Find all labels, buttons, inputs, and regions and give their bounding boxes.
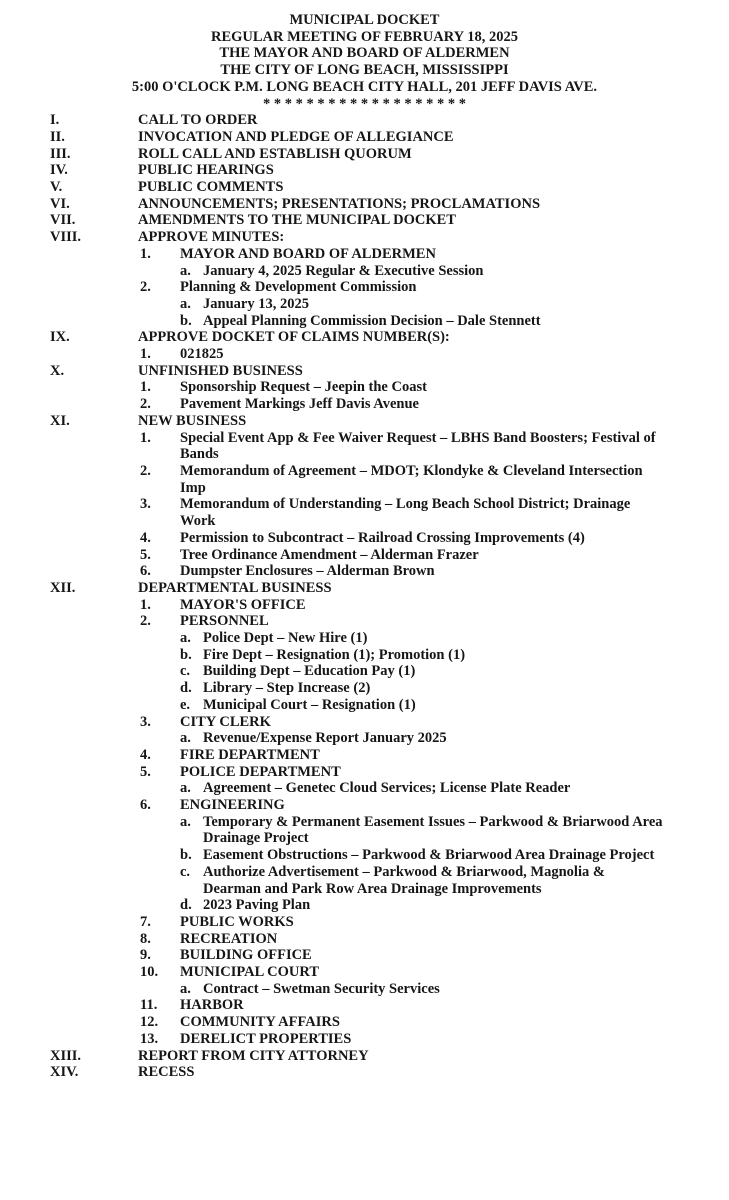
item-text: Appeal Planning Commission Decision – Dale Stennett: [203, 312, 541, 329]
item-text: FIRE DEPARTMENT: [180, 746, 320, 763]
item-number: a.: [180, 295, 191, 312]
agenda-subitem-row: [180, 981, 665, 998]
item-text: PUBLIC HEARINGS: [138, 162, 274, 179]
item-text: ROLL CALL AND ESTABLISH QUORUM: [138, 145, 412, 162]
item-text: Permission to Subcontract – Railroad Crossing Improvements (4): [180, 529, 585, 546]
item-text: Memorandum of Agreement – MDOT; Klondyke & Cleveland Intersection Imp: [180, 462, 643, 496]
agenda-subitem-row: [180, 663, 665, 680]
agenda-subitem-row: [180, 697, 665, 714]
item-number: 5.: [140, 763, 151, 780]
item-text: Dumpster Enclosures – Alderman Brown: [180, 563, 435, 580]
item-text: Authorize Advertisement – Parkwood & Briarwood, Magnolia & Dearman and Park Row Area Drainage Improvements: [203, 863, 605, 897]
item-text: APPROVE MINUTES:: [138, 229, 285, 246]
agenda-subitem-row: [180, 680, 665, 697]
agenda-section-row: [50, 129, 665, 146]
agenda-item-row: [140, 747, 665, 764]
item-number: e.: [180, 696, 191, 713]
agenda-subitem-row: [180, 647, 665, 664]
doc-title: MUNICIPAL DOCKET: [289, 12, 440, 28]
item-number: 2.: [140, 396, 151, 413]
item-text: Tree Ordinance Amendment – Alderman Frazer: [180, 546, 479, 563]
item-number: 6.: [140, 797, 151, 814]
item-number: X.: [50, 362, 65, 379]
agenda-item-row: [140, 947, 665, 964]
agenda-subitem-row: [180, 897, 665, 914]
agenda-item-row: [140, 914, 665, 931]
agenda-section-row: [50, 1048, 665, 1065]
item-number: 9.: [140, 947, 151, 964]
agenda-item-row: [140, 597, 665, 614]
item-text: Municipal Court – Resignation (1): [203, 696, 416, 713]
item-text: MUNICIPAL COURT: [180, 964, 319, 981]
item-text: HARBOR: [180, 997, 244, 1014]
item-number: d.: [180, 897, 192, 914]
item-number: 1.: [140, 346, 151, 363]
item-text: BUILDING OFFICE: [180, 947, 312, 964]
agenda-item-row: [140, 346, 665, 363]
asterisk-separator: * * * * * * * * * * * * * * * * * * *: [263, 95, 466, 112]
agenda-list: [0, 112, 729, 1081]
item-text: Temporary & Permanent Easement Issues – Parkwood & Briarwood Area Drainage Project: [203, 813, 663, 847]
agenda-item-row: [140, 463, 665, 496]
agenda-section-row: [50, 146, 665, 163]
item-text: Pavement Markings Jeff Davis Avenue: [180, 396, 419, 413]
item-number: 1.: [140, 429, 151, 446]
item-number: a.: [180, 730, 191, 747]
item-number: 5.: [140, 546, 151, 563]
item-number: a.: [180, 780, 191, 797]
item-text: Memorandum of Understanding – Long Beach School District; Drainage Work: [180, 496, 631, 530]
item-text: AMENDMENTS TO THE MUNICIPAL DOCKET: [138, 212, 456, 229]
agenda-item-row: [140, 530, 665, 547]
board-line: THE MAYOR AND BOARD OF ALDERMEN: [219, 45, 510, 62]
item-text: January 13, 2025: [203, 295, 309, 312]
item-text: Police Dept – New Hire (1): [203, 630, 368, 647]
agenda-section-row: [50, 212, 665, 229]
item-number: c.: [180, 663, 191, 680]
item-text: CITY CLERK: [180, 713, 271, 730]
agenda-item-row: [140, 1031, 665, 1048]
agenda-subitem-row: [180, 263, 665, 280]
item-text: Building Dept – Education Pay (1): [203, 663, 416, 680]
item-text: Sponsorship Request – Jeepin the Coast: [180, 379, 427, 396]
agenda-section-row: [50, 196, 665, 213]
agenda-section-row: [50, 162, 665, 179]
agenda-item-row: [140, 964, 665, 981]
item-text: ANNOUNCEMENTS; PRESENTATIONS; PROCLAMATIONS: [138, 195, 541, 212]
item-text: DEPARTMENTAL BUSINESS: [138, 579, 332, 596]
item-number: 1.: [140, 596, 151, 613]
item-number: b.: [180, 312, 192, 329]
item-number: a.: [180, 630, 191, 647]
agenda-section-row: [50, 112, 665, 129]
item-number: 6.: [140, 563, 151, 580]
item-number: V.: [50, 179, 63, 196]
agenda-item-row: [140, 547, 665, 564]
item-text: APPROVE DOCKET OF CLAIMS NUMBER(S):: [138, 329, 450, 346]
meeting-date-line: REGULAR MEETING OF FEBRUARY 18, 2025: [211, 28, 518, 45]
agenda-item-row: [140, 931, 665, 948]
agenda-item-row: [140, 563, 665, 580]
item-number: VIII.: [50, 229, 82, 246]
item-number: 7.: [140, 913, 151, 930]
agenda-item-row: [140, 430, 665, 463]
time-location-line: 5:00 O'CLOCK P.M. LONG BEACH CITY HALL, 201 JEFF DAVIS AVE.: [131, 78, 598, 95]
agenda-section-row: [50, 179, 665, 196]
item-number: 1.: [140, 245, 151, 262]
item-text: REPORT FROM CITY ATTORNEY: [138, 1047, 369, 1064]
item-number: IX.: [50, 329, 70, 346]
agenda-section-row: [50, 413, 665, 430]
item-number: 4.: [140, 746, 151, 763]
agenda-section-row: [50, 329, 665, 346]
agenda-subitem-row: [180, 630, 665, 647]
item-text: RECREATION: [180, 930, 278, 947]
item-number: XIII.: [50, 1047, 82, 1064]
item-text: INVOCATION AND PLEDGE OF ALLEGIANCE: [138, 128, 454, 145]
agenda-subitem-row: [180, 313, 665, 330]
item-text: NEW BUSINESS: [138, 412, 247, 429]
item-number: 8.: [140, 930, 151, 947]
item-number: d.: [180, 680, 192, 697]
agenda-item-row: [140, 279, 665, 296]
item-text: RECESS: [138, 1064, 195, 1081]
item-text: UNFINISHED BUSINESS: [138, 362, 303, 379]
item-text: PERSONNEL: [180, 613, 269, 630]
item-text: ENGINEERING: [180, 797, 285, 814]
item-number: XII.: [50, 579, 76, 596]
item-number: 10.: [140, 964, 159, 981]
item-number: 12.: [140, 1014, 159, 1031]
agenda-subitem-row: [180, 814, 665, 847]
item-number: 2.: [140, 279, 151, 296]
item-text: Special Event App & Fee Waiver Request – LBHS Band Boosters; Festival of Bands: [180, 429, 656, 463]
agenda-section-row: [50, 1064, 665, 1081]
item-text: Contract – Swetman Security Services: [203, 980, 440, 997]
agenda-item-row: [140, 797, 665, 814]
item-text: Fire Dept – Resignation (1); Promotion (1): [203, 646, 466, 663]
item-text: COMMUNITY AFFAIRS: [180, 1014, 340, 1031]
item-text: 2023 Paving Plan: [203, 897, 311, 914]
item-number: c.: [180, 863, 191, 880]
agenda-item-row: [140, 1014, 665, 1031]
item-number: b.: [180, 646, 192, 663]
agenda-subitem-row: [180, 864, 665, 897]
item-text: Easement Obstructions – Parkwood & Briarwood Area Drainage Project: [203, 847, 655, 864]
agenda-item-row: [140, 246, 665, 263]
city-line: THE CITY OF LONG BEACH, MISSISSIPPI: [220, 62, 509, 79]
item-text: Agreement – Genetec Cloud Services; License Plate Reader: [203, 780, 571, 797]
item-number: 2.: [140, 462, 151, 479]
agenda-subitem-row: [180, 730, 665, 747]
agenda-item-row: [140, 997, 665, 1014]
item-number: VI.: [50, 195, 70, 212]
item-text: January 4, 2025 Regular & Executive Session: [203, 262, 484, 279]
agenda-subitem-row: [180, 296, 665, 313]
item-text: PUBLIC COMMENTS: [138, 179, 284, 196]
item-number: IV.: [50, 162, 68, 179]
item-number: a.: [180, 813, 191, 830]
item-number: XIV.: [50, 1064, 79, 1081]
agenda-section-row: [50, 363, 665, 380]
item-number: 3.: [140, 496, 151, 513]
item-number: III.: [50, 145, 71, 162]
item-number: II.: [50, 128, 65, 145]
item-number: 4.: [140, 529, 151, 546]
agenda-subitem-row: [180, 780, 665, 797]
item-number: 13.: [140, 1030, 159, 1047]
item-number: b.: [180, 847, 192, 864]
item-number: XI.: [50, 412, 70, 429]
item-text: POLICE DEPARTMENT: [180, 763, 341, 780]
item-number: 2.: [140, 613, 151, 630]
agenda-item-row: [140, 496, 665, 529]
agenda-item-row: [140, 396, 665, 413]
item-text: MAYOR'S OFFICE: [180, 596, 306, 613]
agenda-section-row: [50, 229, 665, 246]
item-number: a.: [180, 980, 191, 997]
item-text: CALL TO ORDER: [138, 112, 258, 129]
document-header: [0, 12, 729, 112]
agenda-item-row: [140, 613, 665, 630]
agenda-item-row: [140, 714, 665, 731]
item-number: VII.: [50, 212, 76, 229]
agenda-item-row: [140, 379, 665, 396]
agenda-item-row: [140, 764, 665, 781]
item-text: PUBLIC WORKS: [180, 913, 294, 930]
item-text: MAYOR AND BOARD OF ALDERMEN: [180, 245, 436, 262]
item-number: 11.: [140, 997, 158, 1014]
item-text: Library – Step Increase (2): [203, 680, 371, 697]
item-number: a.: [180, 262, 191, 279]
item-text: 021825: [180, 346, 224, 363]
item-text: Revenue/Expense Report January 2025: [203, 730, 447, 747]
item-number: I.: [50, 112, 60, 129]
agenda-subitem-row: [180, 847, 665, 864]
agenda-section-row: [50, 580, 665, 597]
item-number: 3.: [140, 713, 151, 730]
item-number: 1.: [140, 379, 151, 396]
item-text: Planning & Development Commission: [180, 279, 417, 296]
item-text: DERELICT PROPERTIES: [180, 1030, 352, 1047]
